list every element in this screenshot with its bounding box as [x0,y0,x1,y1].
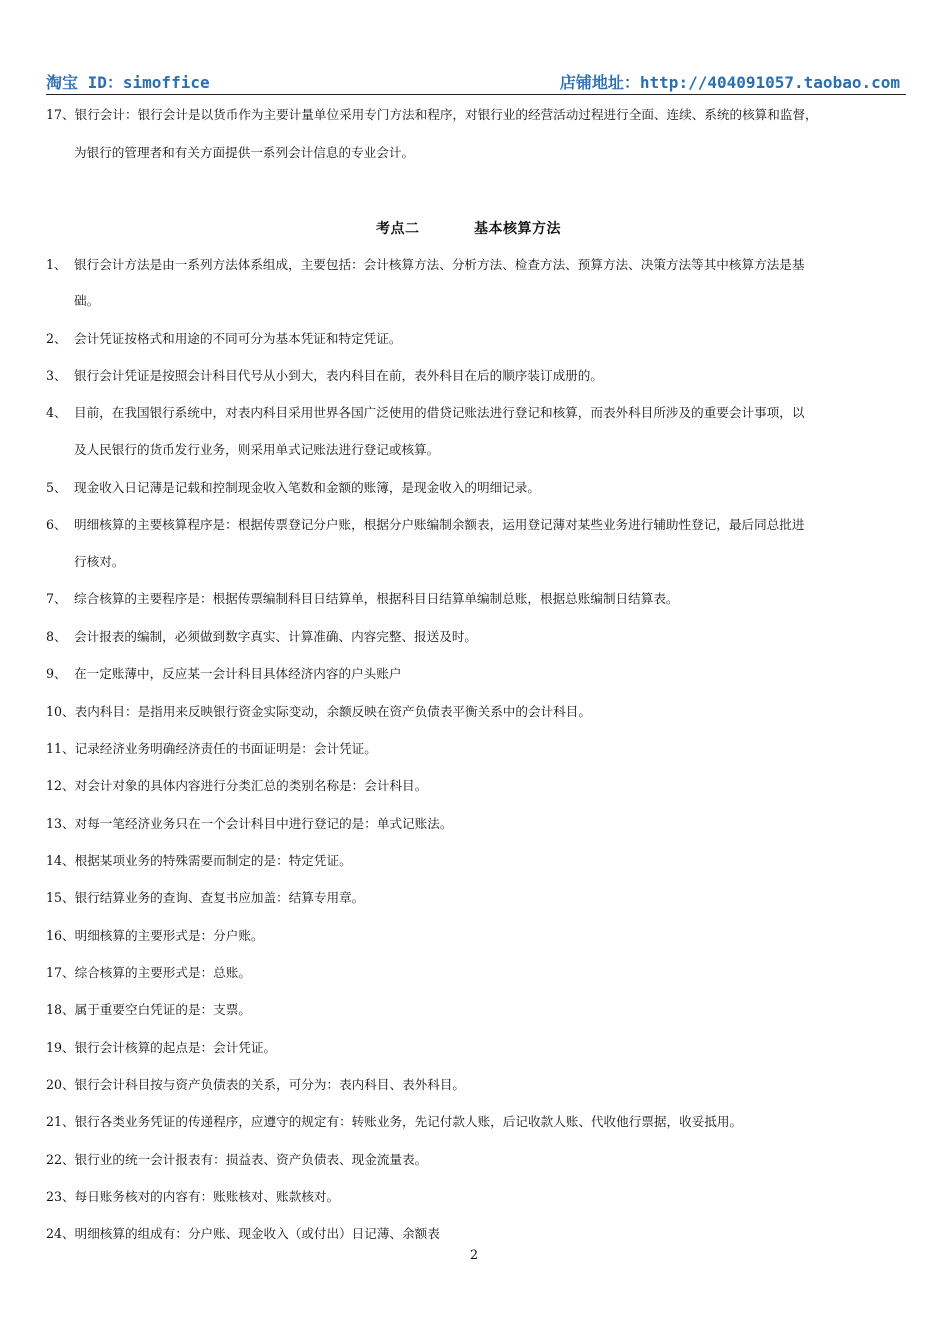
paragraph-17-line2: 为银行的管理者和有关方面提供一系列会计信息的专业会计。 [74,145,415,160]
list-item-continuation: 础。 [74,293,100,308]
list-item-text: 明细核算的主要核算程序是：根据传票登记分户账，根据分户账编制余额表，运用登记薄对某些业务进行辅助性登记，最后同总批进 [74,517,805,532]
list-item: 24、明细核算的组成有：分户账、现金收入（或付出）日记薄、余额表 [46,1226,440,1241]
list-item-number: 6、 [46,517,67,532]
list-item: 21、银行各类业务凭证的传递程序，应遵守的规定有：转账业务，先记付款人账，后记收款人账、代收他行票据，收妥抵用。 [46,1114,743,1129]
page-number: 2 [470,1247,479,1262]
list-item-continuation: 行核对。 [74,554,125,569]
list-item: 10、表内科目：是指用来反映银行资金实际变动，余额反映在资产负债表平衡关系中的会计科目。 [46,704,591,719]
list-item-text: 银行会计方法是由一系列方法体系组成，主要包括：会计核算方法、分析方法、检查方法、预算方法、决策方法等其中核算方法是基 [74,257,805,272]
list-item: 13、对每一笔经济业务只在一个会计科目中进行登记的是：单式记账法。 [46,816,453,831]
list-item-number: 2、 [46,331,67,346]
list-item: 16、明细核算的主要形式是：分户账。 [46,928,264,943]
list-item: 17、综合核算的主要形式是：总账。 [46,965,251,980]
list-item-number: 9、 [46,666,67,681]
list-item-number: 5、 [46,480,67,495]
list-item: 12、对会计对象的具体内容进行分类汇总的类别名称是：会计科目。 [46,778,428,793]
list-item: 15、银行结算业务的查询、查复书应加盖：结算专用章。 [46,890,365,905]
list-item: 20、银行会计科目按与资产负债表的关系，可分为：表内科目、表外科目。 [46,1077,466,1092]
list-item: 11、记录经济业务明确经济责任的书面证明是：会计凭证。 [46,741,377,756]
list-item-text: 银行会计凭证是按照会计科目代号从小到大，表内科目在前，表外科目在后的顺序装订成册的。 [74,368,603,383]
list-item: 14、根据某项业务的特殊需要而制定的是：特定凭证。 [46,853,352,868]
list-item-text: 会计报表的编制，必须做到数字真实、计算准确、内容完整、报送及时。 [74,629,477,644]
paragraph-17-line1: 17、银行会计：银行会计是以货币作为主要计量单位采用专门方法和程序，对银行业的经营活动过程进行全面、连续、系统的核算和监督， [46,107,818,122]
list-item-text: 现金收入日记薄是记载和控制现金收入笔数和金额的账簿，是现金收入的明细记录。 [74,480,540,495]
list-item: 22、银行业的统一会计报表有：损益表、资产负债表、现金流量表。 [46,1152,428,1167]
list-item-number: 3、 [46,368,67,383]
list-item-number: 4、 [46,405,67,420]
list-item-continuation: 及人民银行的货币发行业务，则采用单式记账法进行登记或核算。 [74,442,440,457]
list-item: 18、属于重要空白凭证的是：支票。 [46,1002,251,1017]
list-item-text: 在一定账薄中，反应某一会计科目具体经济内容的户头账户 [74,666,402,681]
page-header [46,68,904,94]
header-shop-url: 店铺地址：http://404091057.taobao.com [559,73,900,92]
list-item-text: 综合核算的主要程序是：根据传票编制科目日结算单，根据科目日结算单编制总账，根据总账编制日结算表。 [74,591,679,606]
list-item: 23、每日账务核对的内容有：账账核对、账款核对。 [46,1189,340,1204]
list-item-number: 1、 [46,257,67,272]
list-item-text: 目前，在我国银行系统中，对表内科目采用世界各国广泛使用的借贷记账法进行登记和核算，而表外科目所涉及的重要会计事项，以 [74,405,805,420]
list-item: 19、银行会计核算的起点是：会计凭证。 [46,1040,277,1055]
list-item-number: 7、 [46,591,67,606]
list-item-text: 会计凭证按格式和用途的不同可分为基本凭证和特定凭证。 [74,331,402,346]
list-item-number: 8、 [46,629,67,644]
header-divider [46,94,906,95]
section-title: 基本核算方法 [474,221,561,237]
section-label: 考点二 [376,221,420,237]
header-taobao-id: 淘宝 ID：simoffice [46,73,210,92]
